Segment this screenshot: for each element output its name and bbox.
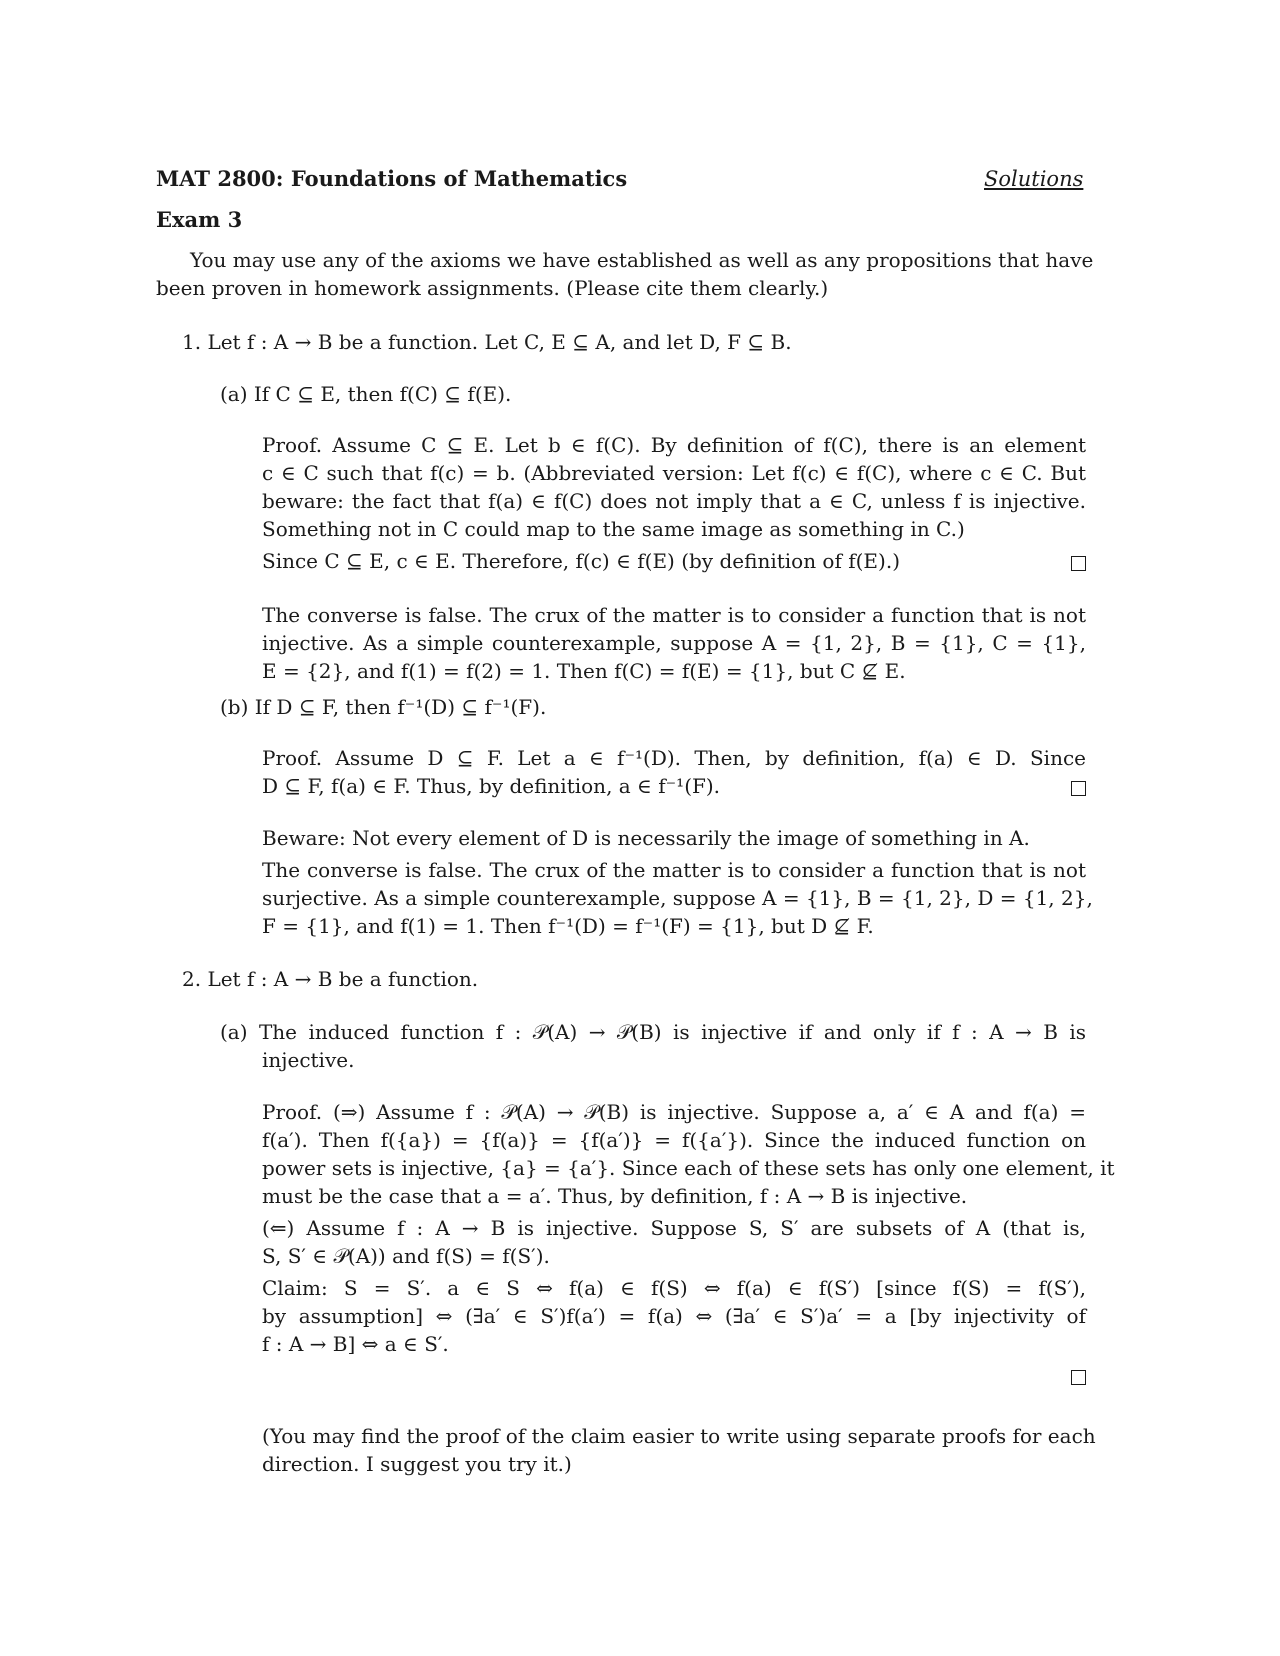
problem-2a-note-line: (You may find the proof of the claim easier to write using separate proofs for each bbox=[262, 1424, 1096, 1448]
problem-1a-proof-line: Since C ⊆ E, c ∈ E. Therefore, f(c) ∈ f(E) (by definition of f(E).) bbox=[262, 549, 900, 573]
problem-1b-proof-line: Proof. Assume D ⊆ F. Let a ∈ f⁻¹(D). Then, by definition, f(a) ∈ D. Since bbox=[262, 746, 1086, 770]
exam-label: Exam 3 bbox=[156, 207, 243, 232]
problem-2a-proof-line: by assumption] ⇔ (∃a′ ∈ S′)f(a′) = f(a) ⇔ (∃a′ ∈ S′)a′ = a [by injectivity of bbox=[262, 1304, 1086, 1328]
problem-2a-proof-line: f : A → B] ⇔ a ∈ S′. bbox=[262, 1332, 449, 1356]
problem-2a-note-line: direction. I suggest you try it.) bbox=[262, 1452, 572, 1476]
problem-1a-converse-line: The converse is false. The crux of the matter is to consider a function that is not bbox=[262, 603, 1086, 627]
problem-1-statement: 1. Let f : A → B be a function. Let C, E ⊆ A, and let D, F ⊆ B. bbox=[182, 330, 792, 354]
problem-1b-beware: Beware: Not every element of D is necessarily the image of something in A. bbox=[262, 826, 1030, 850]
qed-box bbox=[1071, 1370, 1086, 1385]
problem-1b-converse-line: F = {1}, and f(1) = 1. Then f⁻¹(D) = f⁻¹(F) = {1}, but D ⊈ F. bbox=[262, 914, 874, 938]
problem-1a-proof-line: c ∈ C such that f(c) = b. (Abbreviated version: Let f(c) ∈ f(C), where c ∈ C. But bbox=[262, 461, 1086, 485]
problem-2a-proof-line: S, S′ ∈ 𝒫(A)) and f(S) = f(S′). bbox=[262, 1244, 550, 1268]
problem-1b-converse-line: The converse is false. The crux of the matter is to consider a function that is not bbox=[262, 858, 1086, 882]
qed-box bbox=[1071, 781, 1086, 796]
problem-2a-statement-line: (a) The induced function f : 𝒫(A) → 𝒫(B) is injective if and only if f : A → B is bbox=[220, 1020, 1086, 1044]
problem-1b-proof-line: D ⊆ F, f(a) ∈ F. Thus, by definition, a ∈ f⁻¹(F). bbox=[262, 774, 721, 798]
problem-2-statement: 2. Let f : A → B be a function. bbox=[182, 967, 479, 991]
problem-1b-statement: (b) If D ⊆ F, then f⁻¹(D) ⊆ f⁻¹(F). bbox=[220, 695, 547, 719]
problem-1a-converse-line: E = {2}, and f(1) = f(2) = 1. Then f(C) = f(E) = {1}, but C ⊈ E. bbox=[262, 659, 906, 683]
problem-2a-statement-line: injective. bbox=[262, 1048, 355, 1072]
problem-2a-proof-line: power sets is injective, {a} = {a′}. Since each of these sets has only one element, it bbox=[262, 1156, 1115, 1180]
problem-1a-converse-line: injective. As a simple counterexample, suppose A = {1, 2}, B = {1}, C = {1}, bbox=[262, 631, 1086, 655]
problem-2a-proof-line: (⇐) Assume f : A → B is injective. Suppose S, S′ are subsets of A (that is, bbox=[262, 1216, 1086, 1240]
problem-1a-proof-line: Proof. Assume C ⊆ E. Let b ∈ f(C). By definition of f(C), there is an element bbox=[262, 433, 1086, 457]
problem-2a-proof-line: must be the case that a = a′. Thus, by definition, f : A → B is injective. bbox=[262, 1184, 968, 1208]
course-title: MAT 2800: Foundations of Mathematics bbox=[156, 166, 628, 191]
solutions-label: Solutions bbox=[984, 167, 1084, 191]
intro-line-1: You may use any of the axioms we have established as well as any propositions that have bbox=[190, 248, 1094, 272]
problem-2a-proof-line: Proof. (⇒) Assume f : 𝒫(A) → 𝒫(B) is injective. Suppose a, a′ ∈ A and f(a) = bbox=[262, 1100, 1086, 1124]
problem-1a-statement: (a) If C ⊆ E, then f(C) ⊆ f(E). bbox=[220, 382, 512, 406]
problem-2a-proof-line: f(a′). Then f({a}) = {f(a)} = {f(a′)} = f({a′}). Since the induced function on bbox=[262, 1128, 1086, 1152]
intro-line-2: been proven in homework assignments. (Please cite them clearly.) bbox=[156, 276, 829, 300]
qed-box bbox=[1071, 556, 1086, 571]
problem-1a-proof-line: Something not in C could map to the same image as something in C.) bbox=[262, 517, 965, 541]
problem-1b-converse-line: surjective. As a simple counterexample, suppose A = {1}, B = {1, 2}, D = {1, 2}, bbox=[262, 886, 1093, 910]
problem-2a-proof-line: Claim: S = S′. a ∈ S ⇔ f(a) ∈ f(S) ⇔ f(a) ∈ f(S′) [since f(S) = f(S′), bbox=[262, 1276, 1086, 1300]
problem-1a-proof-line: beware: the fact that f(a) ∈ f(C) does not imply that a ∈ C, unless f is injective. bbox=[262, 489, 1086, 513]
